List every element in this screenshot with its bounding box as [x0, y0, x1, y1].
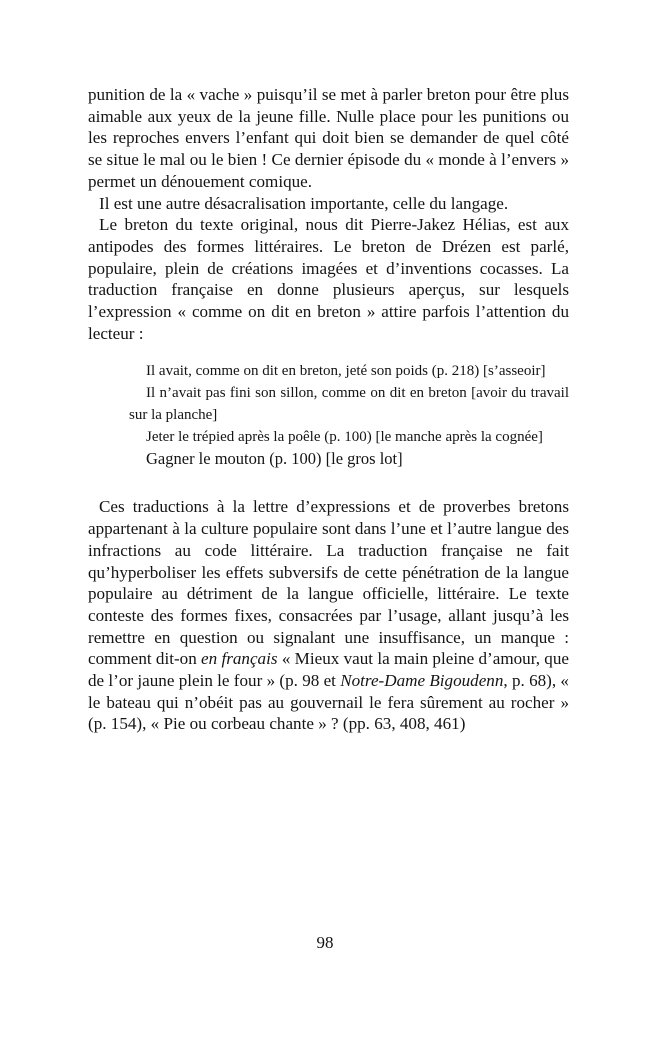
italic-book-title: Notre-Dame Bigoudenn — [340, 671, 504, 691]
quote-mouton: Gagner le mouton (p. 100) [le gros lot] — [146, 449, 403, 469]
paragraph-traductions — [88, 496, 569, 735]
paragraph-vache-episode: punition de la « vache » puisqu’il se met à parler breton pour être plus aimable aux yeux de la jeune fille. Nulle place pour les punitions ou les reproches envers l’enfant qui doit bien se demander de quel côté se situe le mal ou le bien ! Ce dernier épisode du « monde à l’envers » permet un dénouement comique. — [88, 85, 569, 191]
block-quote-list — [88, 360, 569, 470]
paragraph-breton-original: Le breton du texte original, nous dit Pierre-Jakez Hélias, est aux antipodes des formes littéraires. Le breton de Drézen est parlé, populaire, plein de créations imagées et d’inventions cocasses. La traduction française en donne plusieurs aperçus, sur lesquels l’expression « comme on dit en breton » attire parfois l’attention du lecteur : — [88, 215, 569, 343]
paragraph-traductions-part2: « Mieux vaut la main pleine d’amour, que de l’or jaune plein le four » (p. 98 et — [88, 649, 569, 691]
page-body — [88, 84, 569, 735]
paragraph-desacralisation: Il est une autre désacralisation importante, celle du langage. — [99, 193, 509, 213]
paragraph-traductions-part3: , p. 68), « le bateau qui n’obéit pas au gouvernail le fera sûrement au rocher » (p. 154), « Pie ou corbeau chante » ? (pp. 63, 408, 461) — [88, 671, 569, 734]
paragraph-traductions-part1: Ces traductions à la lettre d’expressions et de proverbes bretons appartenant à la culture populaire sont dans l’une et l’autre langue des infractions au code littéraire. La traduction française ne fait qu’hyperboliser les effets subversifs de cette pénétration de la langue populaire au détriment de la langue officielle, littéraire. Le texte conteste des formes fixes, consacrées par l’usage, allant jusqu’à les remettre en question ou signalant une insuffisance, un manque : comment dit-on — [88, 497, 569, 669]
quote-sillon: Il n’avait pas fini son sillon, comme on dit en breton [avoir du travail sur la planche] — [129, 385, 569, 424]
section-spacer — [88, 470, 569, 496]
italic-en-francais: en français — [201, 649, 278, 669]
quote-jete-son-poids: Il avait, comme on dit en breton, jeté son poids (p. 218) [s’asseoir] — [146, 363, 546, 380]
quote-trepied: Jeter le trépied après la poêle (p. 100) [le manche après la cognée] — [146, 429, 543, 446]
page-number: 98 — [316, 933, 334, 952]
